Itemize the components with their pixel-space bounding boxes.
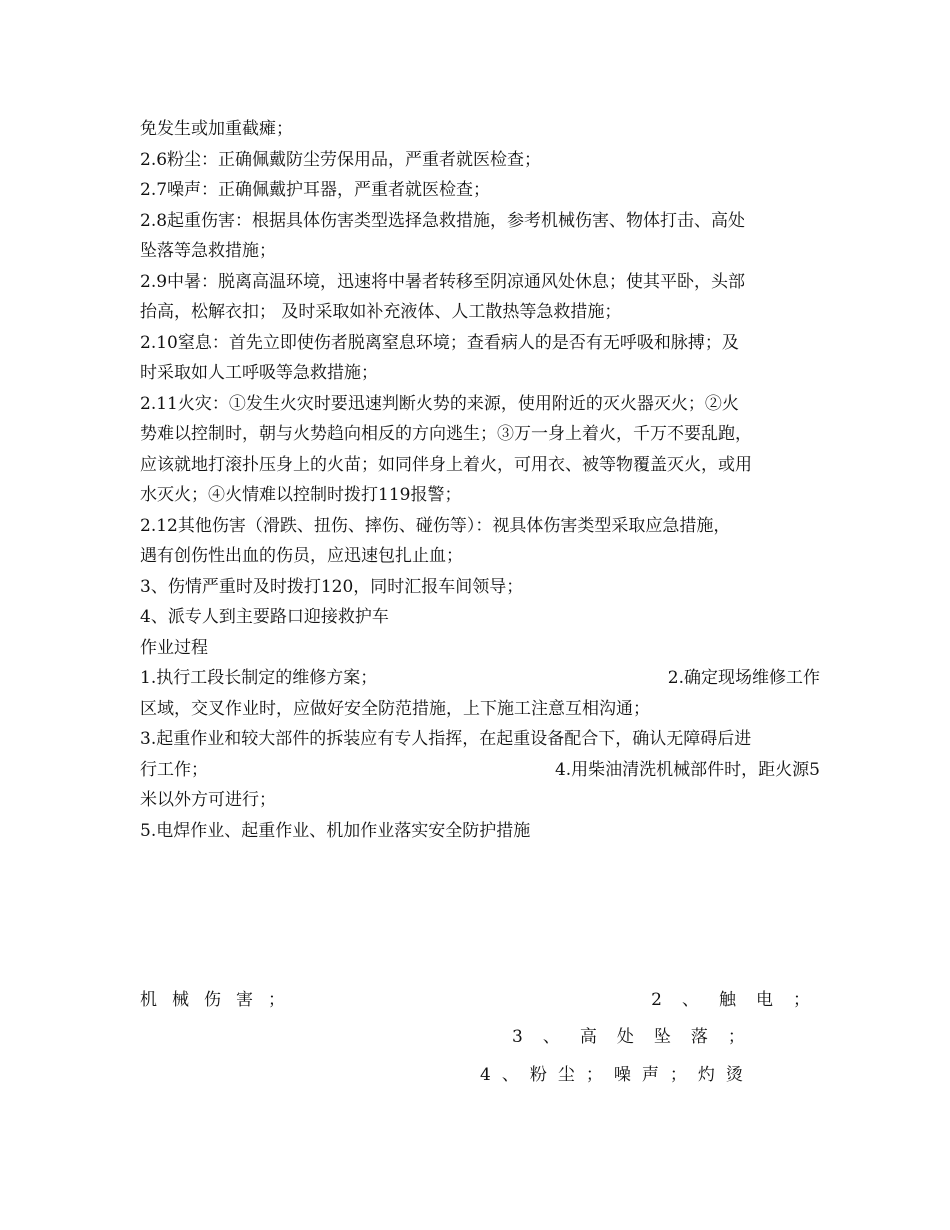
hazard-item: 2、触电；	[651, 990, 830, 1010]
step-line	[140, 755, 820, 786]
text-line: 势难以控制时，朝与火势趋向相反的方向逃生；③万一身上着火，千万不要乱跑，	[140, 424, 752, 444]
step-line: 米以外方可进行；	[140, 790, 276, 810]
text-line: 4、派专人到主要路口迎接救护车	[140, 607, 389, 627]
text-line: 3、伤情严重时及时拨打120，同时汇报车间领导；	[140, 576, 524, 597]
step-text: 4.用柴油清洗机械部件时，距火源5	[554, 759, 820, 780]
text-line: 免发生或加重截瘫；	[140, 119, 293, 139]
text-line: 2.12其他伤害（滑跌、扭伤、摔伤、碰伤等）：视具体伤害类型采取应急措施，	[140, 515, 731, 536]
text-line: 2.7噪声：正确佩戴护耳器，严重者就医检查；	[140, 180, 491, 200]
text-line: 2.8起重伤害：根据具体伤害类型选择急救措施，参考机械伤害、物体打击、高处	[140, 210, 746, 231]
hazard-row	[140, 985, 830, 1010]
text-line: 坠落等急救措施；	[140, 241, 276, 261]
step-line: 3.起重作业和较大部件的拆装应有专人指挥，在起重设备配合下，确认无障碍后进	[140, 729, 752, 749]
text-line: 抬高，松解衣扣； 及时采取如补充液体、人工散热等急救措施；	[140, 302, 622, 322]
step-text: 2.确定现场维修工作	[667, 668, 820, 688]
step-text: 1.执行工段长制定的维修方案；	[140, 668, 378, 688]
section-heading: 作业过程	[140, 637, 208, 658]
text-line: 2.9中暑：脱离高温环境，迅速将中暑者转移至阴凉通风处休息；使其平卧，头部	[140, 271, 746, 292]
step-line: 5.电焊作业、起重作业、机加作业落实安全防护措施	[140, 820, 531, 841]
text-line: 应该就地打滚扑压身上的火苗；如同伴身上着火，可用衣、被等物覆盖灭火，或用	[140, 454, 752, 475]
text-line: 遇有创伤性出血的伤员，应迅速包扎止血；	[140, 546, 463, 566]
step-line: 区域，交叉作业时，应做好安全防范措施，上下施工注意互相沟通；	[140, 698, 650, 719]
hazard-row: 3、高处坠落；	[512, 1027, 765, 1047]
text-line: 水灭火；④火情难以控制时拨打119报警；	[140, 485, 462, 505]
document-body	[140, 114, 820, 846]
text-line: 2.11火灾：①发生火灾时要迅速判断火势的来源，使用附近的灭火器灭火；②火	[140, 393, 739, 414]
step-text: 行工作；	[140, 759, 208, 780]
step-line	[140, 663, 820, 694]
text-line: 2.10窒息：首先立即使伤者脱离窒息环境；查看病人的是否有无呼吸和脉搏；及	[140, 332, 739, 353]
text-line: 时采取如人工呼吸等急救措施；	[140, 363, 378, 383]
hazard-item: 机械伤害；	[140, 990, 300, 1010]
hazard-row: 4、粉尘；噪声；灼烫	[480, 1065, 754, 1085]
text-line: 2.6粉尘：正确佩戴防尘劳保用品，严重者就医检查；	[140, 149, 542, 170]
